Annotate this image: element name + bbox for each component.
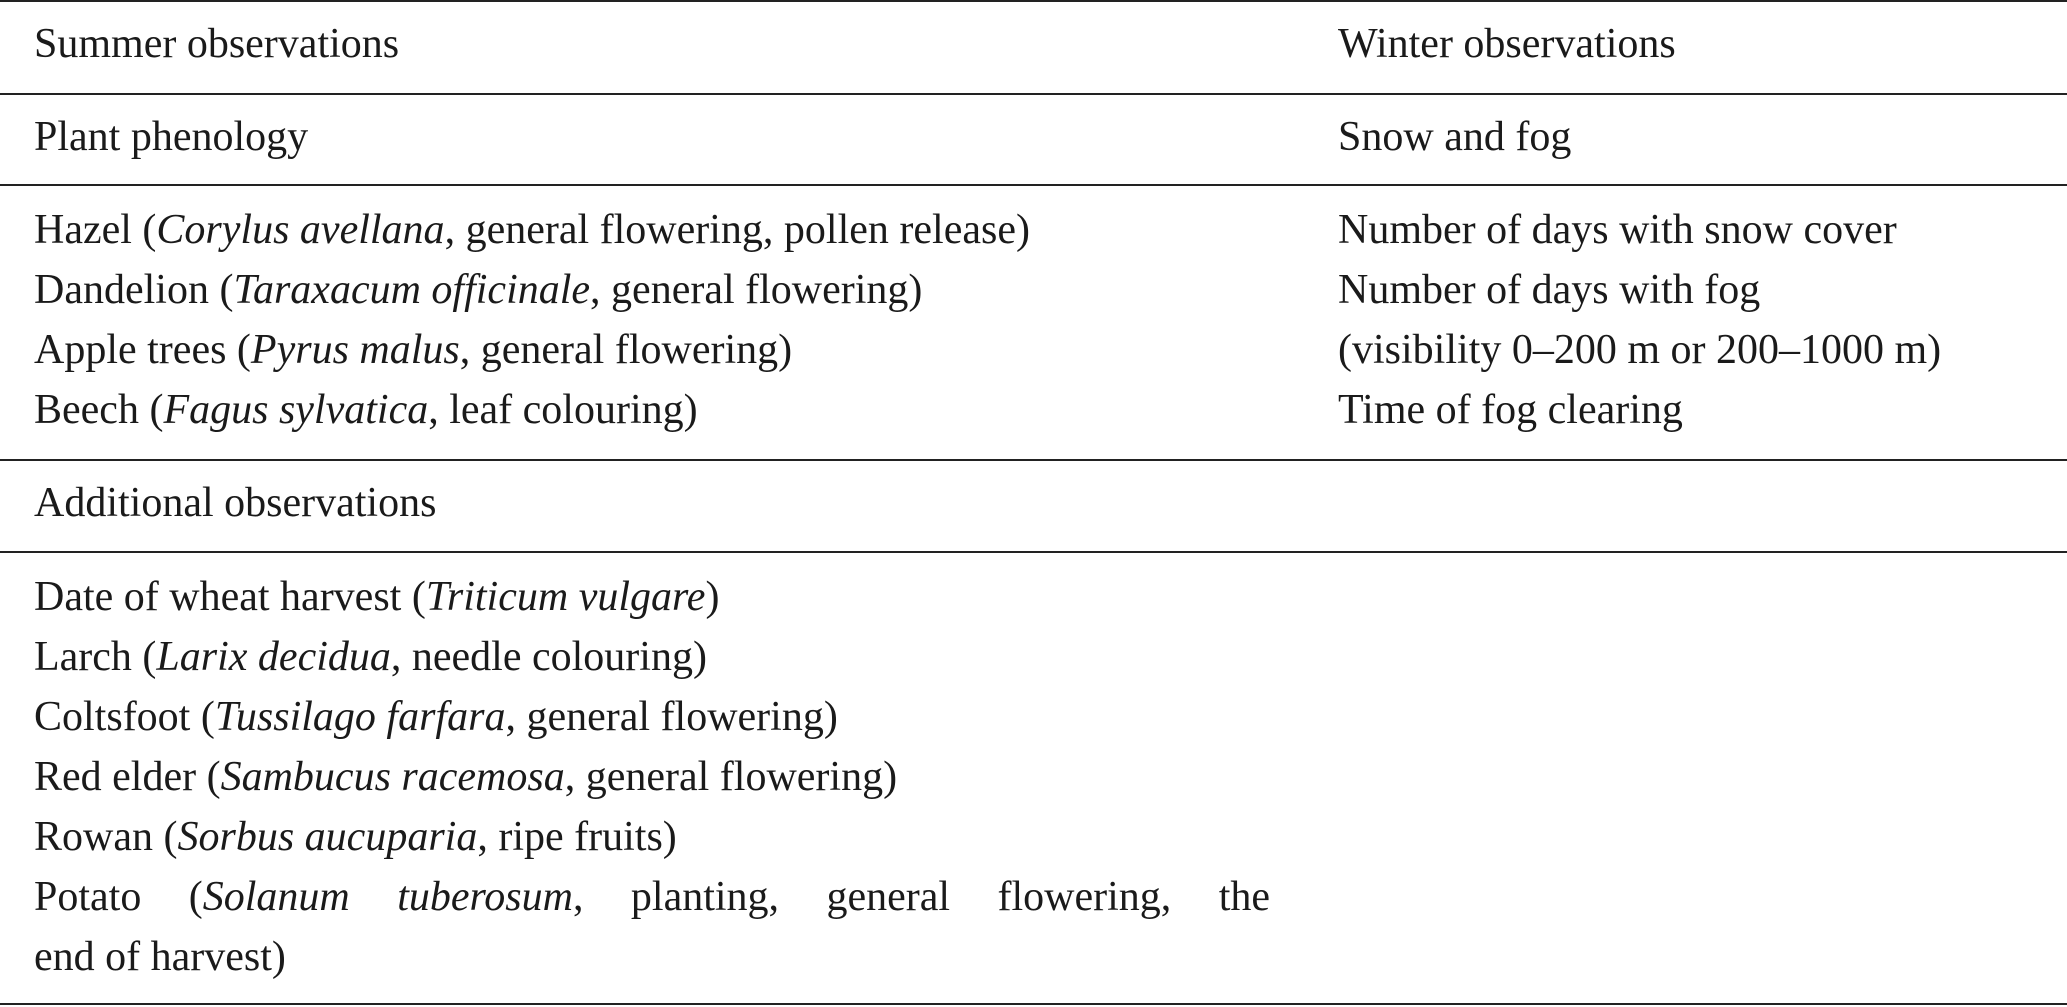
list-item: Number of days with snow cover <box>1338 207 1897 253</box>
phenology-list <box>34 200 1274 440</box>
list-item: Larch (Larix decidua, needle colouring) <box>34 634 707 680</box>
species-name: Fagus sylvatica <box>163 387 429 433</box>
section2-top-rule <box>0 459 2067 461</box>
list-item: Hazel (Corylus avellana, general flowering, pollen release) <box>34 207 1030 253</box>
species-name: Taraxacum officinale <box>233 267 591 313</box>
species-name: Corylus avellana <box>156 207 445 253</box>
snow-fog-title: Snow and fog <box>1338 114 1572 160</box>
list-item: Number of days with fog <box>1338 267 1761 313</box>
list-item-potato-line2: end of harvest) <box>34 934 286 980</box>
header-rule <box>0 93 2067 95</box>
list-item: Red elder (Sambucus racemosa, general flowering) <box>34 754 898 800</box>
list-item: Apple trees (Pyrus malus, general flowering) <box>34 327 793 373</box>
species-name: Larix decidua <box>156 634 391 680</box>
table-top-rule <box>0 0 2067 2</box>
species-name: Triticum vulgare <box>425 574 706 620</box>
species-name: Sambucus racemosa <box>220 754 565 800</box>
additional-observations-title: Additional observations <box>34 480 437 526</box>
snow-fog-list <box>1338 200 2058 440</box>
species-name: Tussilago farfara <box>214 694 506 740</box>
list-item: (visibility 0–200 m or 200–1000 m) <box>1338 327 1942 373</box>
table-bottom-rule <box>0 1003 2067 1005</box>
list-item: Time of fog clearing <box>1338 387 1683 433</box>
header-summer: Summer observations <box>34 21 400 67</box>
list-item: Rowan (Sorbus aucuparia, ripe fruits) <box>34 814 677 860</box>
list-item: Beech (Fagus sylvatica, leaf colouring) <box>34 387 698 433</box>
list-item: Date of wheat harvest (Triticum vulgare) <box>34 574 720 620</box>
species-name: Sorbus aucuparia <box>177 814 478 860</box>
species-name: Solanum tuberosum <box>202 874 573 920</box>
additional-list <box>34 567 1274 987</box>
list-item: Dandelion (Taraxacum officinale, general flowering) <box>34 267 923 313</box>
list-item-potato-line1: Potato (Solanum tuberosum, planting, general flowering, the <box>34 874 1270 920</box>
section2-rule <box>0 551 2067 553</box>
plant-phenology-title: Plant phenology <box>34 114 309 160</box>
list-item: Coltsfoot (Tussilago farfara, general flowering) <box>34 694 838 740</box>
species-name: Pyrus malus <box>250 327 460 373</box>
section1-rule <box>0 184 2067 186</box>
header-winter: Winter observations <box>1338 21 1676 67</box>
